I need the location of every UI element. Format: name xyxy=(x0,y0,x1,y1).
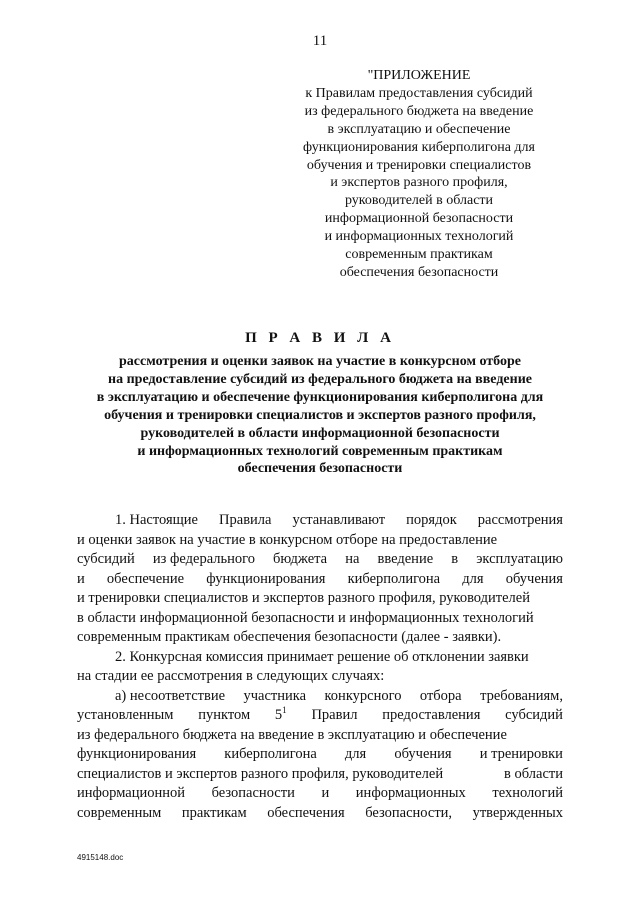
body-line xyxy=(77,648,563,668)
paragraph-2 xyxy=(77,648,563,687)
word: бюджета xyxy=(273,551,328,567)
subtitle-line: обучения и тренировки специалистов и экспертов разного профиля, xyxy=(104,407,536,423)
word: эксплуатацию xyxy=(476,551,563,567)
word: информационных xyxy=(355,785,466,801)
body-line xyxy=(77,804,563,824)
word: конкурсного xyxy=(324,687,402,704)
appendix-line: информационной безопасности xyxy=(324,211,514,227)
appendix-line: из федерального бюджета на введение xyxy=(304,103,534,119)
subtitle-line: обеспечения безопасности xyxy=(237,461,403,477)
body-line xyxy=(77,706,563,726)
word: обучения xyxy=(505,570,563,587)
word: рассмотрения xyxy=(477,512,563,528)
subtitle-line: в эксплуатацию и обеспечение функционирования киберполигона для xyxy=(96,389,544,405)
body-line xyxy=(77,687,563,707)
body-line xyxy=(77,784,563,804)
paragraph-1 xyxy=(77,511,563,648)
word: в области xyxy=(504,765,563,782)
word: для xyxy=(344,746,367,762)
word: киберполигона xyxy=(347,570,441,587)
body-line xyxy=(77,765,563,785)
word: на стадии ее рассмотрения в следующих случаях: xyxy=(77,668,385,684)
body-line xyxy=(77,745,563,765)
rules-title: П Р А В И Л А xyxy=(245,330,395,346)
word: субсидий xyxy=(77,551,135,567)
word: и тренировки xyxy=(479,746,563,762)
appendix-line: функционирования киберполигона для xyxy=(303,139,535,155)
word: утвержденных xyxy=(472,804,563,821)
word: и тренировки специалистов и экспертов разного профиля, руководителей xyxy=(77,590,530,606)
word: и оценки заявок на участие в конкурсном отборе на предоставление xyxy=(77,531,498,548)
word: из федерального xyxy=(152,551,255,567)
word: современным практикам обеспечения безопасности (далее - заявки). xyxy=(77,629,502,645)
document-body xyxy=(77,511,563,823)
body-line xyxy=(77,531,563,551)
body-line xyxy=(77,570,563,590)
word: пунктом xyxy=(198,707,251,723)
subtitle-line: рассмотрения и оценки заявок на участие в конкурсном отборе xyxy=(119,354,521,369)
word: участника xyxy=(243,687,307,704)
subtitle-line: и информационных технологий современным практикам xyxy=(137,443,503,459)
document-file-id: 4915148.doc xyxy=(77,853,124,862)
word: в области информационной безопасности и информационных технологий xyxy=(77,609,534,626)
word: требованиям, xyxy=(480,687,563,704)
appendix-line: к Правилам предоставления субсидий xyxy=(305,85,533,101)
word: функционирования xyxy=(206,570,326,587)
subparagraph-a xyxy=(77,687,563,707)
body-line xyxy=(77,511,563,531)
appendix-line: и экспертов разного профиля, xyxy=(330,175,508,191)
word: в xyxy=(451,551,459,567)
word: установленным xyxy=(77,707,174,723)
subparagraph-a-continued xyxy=(77,726,563,824)
word: порядок xyxy=(406,512,457,528)
word: обучения xyxy=(394,746,452,762)
word: 2. Конкурсная комиссия принимает решение об отклонении заявки xyxy=(115,648,529,665)
word: а) несоответствие xyxy=(115,687,226,704)
body-line xyxy=(77,628,563,648)
word: безопасности xyxy=(211,785,295,801)
subtitle-line: руководителей в области информационной безопасности xyxy=(140,425,500,441)
word: предоставления xyxy=(382,707,481,723)
page-number: 11 xyxy=(312,33,328,49)
word: введение xyxy=(377,551,434,567)
word: и xyxy=(321,785,330,801)
word: технологий xyxy=(492,785,563,801)
subtitle-line: на предоставление субсидий из федерального бюджета на введение xyxy=(108,371,532,387)
rules-subtitle xyxy=(60,353,580,478)
body-line xyxy=(77,726,563,746)
word: Правил xyxy=(311,707,358,723)
word: субсидий xyxy=(505,707,563,723)
word: современным xyxy=(77,804,162,821)
word: практикам xyxy=(181,804,247,821)
appendix-line: в эксплуатацию и обеспечение xyxy=(327,121,511,137)
appendix-line: руководителей в области xyxy=(344,193,494,209)
appendix-line: "ПРИЛОЖЕНИЕ xyxy=(367,68,471,83)
word: отбора xyxy=(419,687,462,704)
word: устанавливают xyxy=(292,512,386,528)
appendix-line: обучения и тренировки специалистов xyxy=(306,157,532,173)
word: функционирования xyxy=(77,746,197,762)
body-line xyxy=(77,609,563,629)
appendix-line: и информационных технологий xyxy=(324,229,514,245)
word: Правила xyxy=(219,512,272,528)
word: специалистов и экспертов разного профиля, руководителей xyxy=(77,765,444,782)
point-superscript: 1 xyxy=(282,705,287,715)
appendix-line: обеспечения безопасности xyxy=(339,264,499,280)
body-line xyxy=(77,589,563,609)
word: для xyxy=(462,570,484,587)
word: безопасности, xyxy=(365,804,453,821)
point-reference xyxy=(275,706,287,726)
body-line xyxy=(77,550,563,570)
word: киберполигона xyxy=(224,746,317,762)
word: из федерального бюджета на введение в эксплуатацию и обеспечение xyxy=(77,726,507,743)
appendix-line: современным практикам xyxy=(345,247,493,263)
appendix-heading xyxy=(298,67,540,282)
body-line xyxy=(77,667,563,687)
word: обеспечение xyxy=(106,570,185,587)
word: и xyxy=(77,570,85,587)
word: обеспечения xyxy=(267,804,345,821)
word: на xyxy=(345,551,360,567)
word: 1. Настоящие xyxy=(115,512,198,528)
word: информационной xyxy=(77,785,186,801)
point-number: 5 xyxy=(274,707,283,723)
